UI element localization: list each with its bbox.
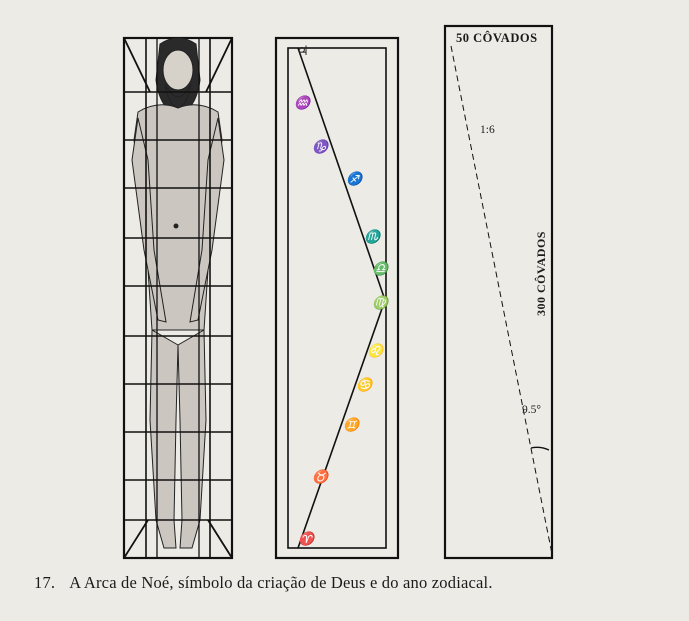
zodiac-symbol: ♐ (346, 172, 363, 187)
figure-caption (34, 573, 493, 593)
angle-label: 9.5° (522, 404, 541, 416)
figure-number: 17. (34, 573, 56, 592)
zodiac-symbol: ♑ (312, 140, 329, 155)
figure-caption-text: A Arca de Noé, símbolo da criação de Deus e do ano zodiacal. (69, 573, 493, 592)
zodiac-symbol: ♌ (367, 344, 384, 359)
zodiac-symbol: ♍ (372, 296, 389, 311)
top-dimension-label: 50 CÔVADOS (456, 31, 538, 45)
zodiac-symbol: ♊ (343, 418, 360, 433)
side-dimension-label: 300 CÔVADOS (534, 231, 548, 316)
zodiac-symbol: ♏ (364, 230, 381, 245)
ratio-label: 1:6 (480, 124, 495, 136)
zodiac-symbol: ♒ (294, 96, 311, 111)
zodiac-symbol: ♋ (356, 378, 373, 393)
zodiac-symbol: ♉ (312, 470, 329, 485)
zodiac-symbol: ♈ (298, 532, 315, 547)
zodiac-symbol: ♃ (297, 44, 309, 59)
zodiac-symbol: ♎ (372, 262, 389, 277)
panel-christ-lattice (124, 38, 232, 558)
